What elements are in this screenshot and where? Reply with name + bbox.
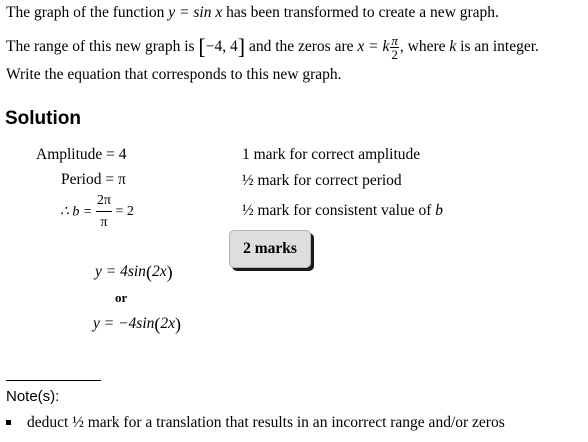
- mark-criterion-b-text: ½ mark for consistent value of: [242, 202, 436, 219]
- question-line-2-after: , where: [399, 38, 450, 56]
- equation-2-argument: 2x: [160, 315, 176, 332]
- bullet-icon: [6, 420, 11, 425]
- equation-2-lhs: y = −4sin: [93, 315, 155, 332]
- b-value-line: [60, 194, 134, 230]
- zeros-fraction-numerator: π: [391, 33, 398, 48]
- question-line-2: [6, 34, 539, 61]
- question-line-2-middle: and the zeros are: [245, 38, 358, 56]
- equation-1-lhs: y = 4sin: [95, 263, 146, 280]
- equation-2-open-paren: (: [154, 314, 161, 334]
- equation-1-close-paren: ): [166, 262, 173, 282]
- notes-heading: Note(s):: [6, 388, 60, 405]
- range-close-bracket: ]: [237, 34, 246, 60]
- period-line: Period = π: [61, 171, 126, 188]
- total-marks-box: [229, 230, 311, 268]
- solution-heading: Solution: [5, 108, 81, 129]
- mark-criterion-period: ½ mark for correct period: [242, 172, 402, 189]
- question-line-1-prefix: The graph of the function: [6, 4, 169, 21]
- question-line-2-prefix: The range of this new graph is: [6, 38, 199, 56]
- question-line-2-end: is an integer.: [456, 38, 539, 56]
- b-fraction: [96, 194, 112, 230]
- mark-criterion-amplitude: 1 mark for correct amplitude: [242, 146, 421, 163]
- equation-2-close-paren: ): [175, 314, 182, 334]
- zeros-fraction: [390, 34, 399, 61]
- zeros-expression: x = k: [357, 38, 390, 56]
- b-fraction-denominator: π: [96, 211, 112, 230]
- question-line-1: [6, 4, 499, 22]
- notes-divider: [6, 380, 101, 381]
- zeros-fraction-denominator: 2: [391, 47, 398, 62]
- mark-criterion-b-value: [242, 202, 443, 220]
- equation-1-open-paren: (: [145, 262, 152, 282]
- equation-2: [93, 314, 181, 335]
- b-result: = 2: [115, 204, 134, 219]
- equation-1: [95, 262, 173, 283]
- integer-variable: k: [449, 38, 457, 56]
- equation-1-argument: 2x: [151, 263, 167, 280]
- amplitude-line: Amplitude = 4: [36, 146, 127, 163]
- range-values: −4, 4: [205, 38, 238, 56]
- function-equation: y = sin x: [168, 4, 223, 21]
- or-label: or: [115, 290, 128, 305]
- total-marks-label: 2 marks: [243, 240, 297, 257]
- question-line-3: Write the equation that corresponds to this new graph.: [6, 66, 342, 83]
- range-open-bracket: [: [198, 34, 206, 60]
- note-item: deduct ½ mark for a translation that results in an incorrect range and/or zeros: [27, 414, 505, 431]
- b-therefore: ∴ b =: [60, 204, 93, 220]
- mark-criterion-b-variable: b: [435, 202, 444, 219]
- question-line-1-suffix: has been transformed to create a new graph.: [222, 4, 499, 21]
- b-fraction-numerator: 2π: [96, 193, 111, 208]
